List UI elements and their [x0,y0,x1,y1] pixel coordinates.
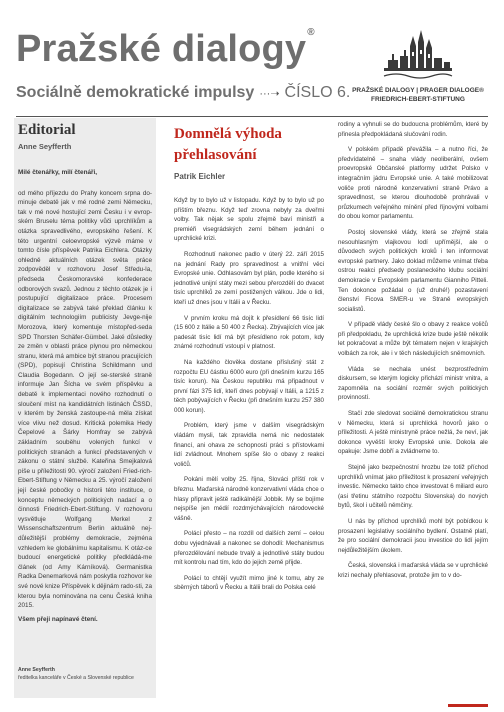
editorial-greeting: Milé čtenářky, milí čtenáři, [18,169,98,176]
article-paragraph: Postoj slovenské vlády, která se zřejmě stala nesouhlasným vlajkovou lodí upřímější, ale o důvodech svých politických kroků i ten informovat evropské partnery. Jako doklad můžeme vnímat třeba ostrou reakci předsedy poslaneckého klubu sociální demokracie v Evropském parlamentu Gianniho Pitteli. Ten dokonce požádal o (už druhé!) pozastavení členství Ficova SMER-u ve Straně evropských socialistů. [338,228,488,313]
article-column-2 [338,120,488,587]
logo-line-2: FRIEDRICH-EBERT-STIFTUNG [371,96,465,103]
article-paragraph: Rozhodnutí nakonec padlo v úterý 22. září 2015 na jednání Rady pro spravedlnost a vnitřní věci Evropské unie. Odhlasovám byl plán, podle kterého si jednotlivé unijní státy mezi sebou přerozdělí do dvacet tisíc uprchlíků ze zemí postižených válkou. Jde o lidi, kteří už dnes jsou v Itálii a v Řecku. [174,250,324,306]
article-paragraph: rodiny a vyhnuli se do budoucna problémům, které by přinesla předpokládaná slučování rodin. [338,121,488,138]
prague-castle-icon [382,30,454,82]
article-paragraph: Česká, slovenská i maďarská vláda se v uprchlické krizi nechaly přehlasovat, protože jim to v do- [338,562,488,579]
signature-name: Anne Seyfferth [18,667,55,673]
article-paragraph: Na každého člověka dostane příslušný stát z rozpočtu EU částku 6000 euro (při dnešním kurzu 165 tisíc korun). Na Českou republiku má připadnout v první fázi 375 lidí, kteří dnes pobývají v Itálii, a 1215 z těch pobývajících v Řecku (při dnešním kurzu 257 380 000 korun). [174,358,324,414]
footer-accent-bar [448,704,488,707]
editorial-author: Anne Seyfferth [18,142,72,151]
editorial-paragraph: od mého příjezdu do Prahy koncem srpna do-minuje debatě jak v mé rodné zemi Německu, tak v mé nové hostující zemi Česku i v evrop-ském Bruselu téma politiky vůči uprchlíkům a otázka spravedlivého, evropského řešení. K této urgentní celoevropské výzvě máme v tomto čísle příspěvek Patrika Eichlera. Otázky ohledně aktuálních otázek světa práce zodpověděl v rozhovoru Josef Středu-la, předseda Českomoravské konfederace odborových svazů. Jednou z těchto otázek je i postupující digitalizace práce. Procesem digitalizace se zabývá také překlad článku k digitálním technologiím publicisty Jevge-nije Morozova, který komentuje místopřed-seda SPD Thorsten Schäfer-Gümbel. Jaké důsledky ze změn v oblasti práce plynou pro německou stranu, která má ambice být stranou pracujících (SPD), popisují Christina Schildmann und Claudia Bogedann. O její se-sterské straně informuje Jan Šícha ve svém příspěvku a debatě k implementaci nového rozhodnutí o sloučení míst na kandidátních listinách ČSSD, v kterém by ženská zastoupe-ná měla získat více vlivu než dosud. Kritická polemika Hedy Čepelové a Šárky Homfray se zabývá základním souběhu volených funkcí v politických stranách a funkcí představených v zákonu o státní službě. Kateřina Smejkalová píše u příležitosti 90. výročí založení Fried-rich-Ebert-Stiftung v Německu a 25. výročí založení její české pobočky o historii této instituce, o konceptu německých politických nadací a o činnosti Friedrich-Ebert-Stiftung. V rozhovoru vysvětluje Wolfgang Merkel z Wissenschaftszentrum Berlin aktuálně nej-důležitější problémy demokracie, zejména vzhledem ke globálnímu kapitalismu. K otáz-ce budoucí energetické politiky předkládá-me článek (od Amy Kárníková). Germanistka Radka Denemarková nám poskytla rozhovor ke své nové knize Příspěvek k dějinám rado-sti, za kterou byla nominována na cenu Česká kniha 2015. [18,189,152,610]
article-paragraph: Když by to bylo už v listopadu. Když by to bylo už po příštím březnu. Když teď zrovna nebyly za dveřmi volby. Tak nějak se spolu zřejmě baví ministři a premiéři visegrádských zemí během jednání o uprchlické krizi. [174,197,324,243]
article-paragraph: Stejně jako bezpečnostní hrozbu lze totiž příchod uprchlíků vnímat jako příležitost k prosazení veřejných investic. Německo takto chce investovat 6 miliard euro (asi třetinu státního rozpočtu Slovenska) do nových bytů, škol i učitelů němčiny. [338,464,488,510]
page-header [0,0,504,118]
article-column-1 [174,196,324,599]
issue-number: ČÍSLO 6. [284,84,351,101]
article-title: Domnělá výhoda přehlasování [174,126,282,163]
header-divider [16,116,488,117]
article-paragraph: Polácí přesto – na rozdíl od dalších zemí – celou dobu vyjednávali a nakonec se dohodli: Mechanismus přerozdělování nebude trvalý a jednotlivé státy budou mít kontrolu nad tím, kdo do jejich země přijde. [174,530,324,567]
logo-line-1: PRAŽSKÉ DIALOGY | PRAGER DIALOGE® [352,87,484,94]
article-paragraph: U nás by příchod uprchlíků mohl být pobídkou k prosazení legislativy sociálního bydlení. Ostatně platí, že pro sociální demokracii jsou investice do lidí jejím nejdůležitějším úkolem. [338,517,488,554]
masthead-subtitle [16,84,350,102]
fes-logo [344,30,492,110]
subtitle-text: Sociálně demokratické impulsy [16,84,255,101]
editorial-title: Editorial [18,122,76,138]
article-paragraph: Pokáni mělí volby 25. října, Slováci příští rok v březnu. Maďarská národně konzervativní vláda chce o hlasy připravit ještě radikálnější Jobbik. My se bojíme nejspíše jen médií rozdmýchávajících národovecké vášně. [174,476,324,522]
editorial-body [18,168,152,638]
editorial-closing: Všem přeji napínavé čtení. [18,615,98,623]
article-paragraph: V případě vlády české šlo o obavy z reakce voličů při předpokladu, že uprchlická krize bude ještě několik let pokračovat a může být tématem nejen v krajských volbách za rok, ale i v těch následujících sněmovních. [338,321,488,358]
editorial-signature [18,666,134,682]
arrow-icon: ···➝ [259,88,280,100]
article-author: Patrik Eichler [174,172,226,181]
article-paragraph: Stačí zde sledovat sociálně demokratickou stranu v Německu, která si uprchlická hovorů jako o příležitosti. A ještě ministryně práce nežlá, že neví, jak dokonce vyvěští kroky Evropské unie. Dokola ale opakuje: Jsme dobří a zvládneme to. [338,410,488,456]
registered-mark: ® [307,27,315,38]
article-paragraph: V prvním kroku má dojít k přesídlení 66 tisíc lidí (15 600 z Itálie a 50 400 z Řecka). Zbývajících více jak padesát tisíc lidí má být přesídleno rok potom, kdy známé rozhodnutí vstoupí v platnost. [174,314,324,351]
article-paragraph: Problém, který jsme v dalším visegrádským vládám mysli, tak zpravidla nemá nic nedostatek financí, ani ohava ze schopnosti práci s přístovkami lidí zvládnout. Mnohem spíše šlo o obavy z reakci voličů. [174,422,324,468]
article-paragraph: V polském případě převážila – a nutno říci, že předvídatelně – snaha vlády neoliberální, ovšem proevropské Občanské platformy udržet Polsko v integračním jádru Evropské unie. A také mobilizovat voliče proti národně konzervativní straně Právo a spravedlnost, se kterou dlouhodobě prohrávali v průzkumech veřejného mínění před říjnovými volbami do obou komor parlamentu. [338,146,488,221]
masthead-title: Pražské dialogy® [16,27,315,70]
signature-role: ředitelka kanceláře v České a Slovenské republice [18,675,134,681]
article-paragraph: Polácí to chtějí využít mimo jiné k tomu, aby ze sběrných táborů v Řecku a Itálii brali do Polska celé [174,574,324,592]
article-paragraph: Vláda se nechala unést bezprostředním diskursem, se kterým logicky přichází ministr vnitra, a zapomněla na sociální rozměr svých politických provinností. [338,365,488,402]
